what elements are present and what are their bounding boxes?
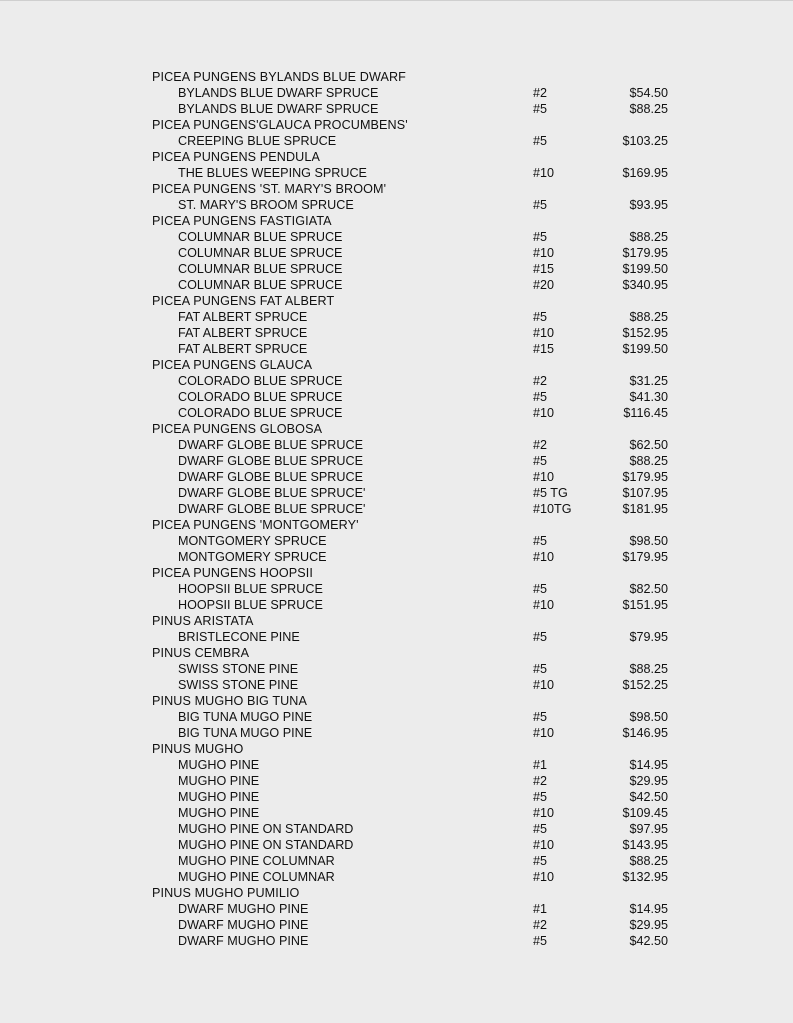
item-row xyxy=(152,325,672,341)
item-size: #5 xyxy=(533,310,548,324)
item-row xyxy=(152,453,672,469)
item-row xyxy=(152,837,672,853)
group-header: PICEA PUNGENS 'MONTGOMERY' xyxy=(152,518,359,532)
item-price: $41.30 xyxy=(629,390,668,404)
plant-group xyxy=(152,421,672,517)
item-price: $88.25 xyxy=(629,662,668,676)
item-size: #10 xyxy=(533,838,555,852)
item-size: #2 xyxy=(533,438,548,452)
group-header: PICEA PUNGENS BYLANDS BLUE DWARF xyxy=(152,70,406,84)
item-row xyxy=(152,309,672,325)
item-price: $88.25 xyxy=(629,102,668,116)
item-name: DWARF GLOBE BLUE SPRUCE xyxy=(178,470,363,484)
item-name: BIG TUNA MUGO PINE xyxy=(178,726,313,740)
item-size: #5 xyxy=(533,198,548,212)
item-size: #10 xyxy=(533,806,555,820)
item-price: $88.25 xyxy=(629,854,668,868)
group-header: PINUS MUGHO PUMILIO xyxy=(152,886,300,900)
group-header: PINUS MUGHO BIG TUNA xyxy=(152,694,308,708)
item-row xyxy=(152,581,672,597)
item-row xyxy=(152,373,672,389)
item-size: #10 xyxy=(533,246,555,260)
item-price: $181.95 xyxy=(622,502,668,516)
item-row xyxy=(152,405,672,421)
item-price: $151.95 xyxy=(622,598,668,612)
item-price: $54.50 xyxy=(629,86,668,100)
plant-group xyxy=(152,741,672,885)
group-header: PICEA PUNGENS FASTIGIATA xyxy=(152,214,332,228)
item-name: FAT ALBERT SPRUCE xyxy=(178,326,308,340)
group-header: PICEA PUNGENS'GLAUCA PROCUMBENS' xyxy=(152,118,408,132)
item-row xyxy=(152,709,672,725)
item-row xyxy=(152,725,672,741)
item-name: MUGHO PINE COLUMNAR xyxy=(178,870,335,884)
item-name: SWISS STONE PINE xyxy=(178,662,299,676)
item-size: #5 xyxy=(533,822,548,836)
item-name: COLORADO BLUE SPRUCE xyxy=(178,374,343,388)
item-size: #10TG xyxy=(533,502,572,516)
item-name: DWARF GLOBE BLUE SPRUCE xyxy=(178,454,363,468)
item-price: $93.95 xyxy=(629,198,668,212)
item-size: #15 xyxy=(533,262,555,276)
item-row xyxy=(152,789,672,805)
item-name: COLUMNAR BLUE SPRUCE xyxy=(178,230,343,244)
item-name: MUGHO PINE ON STANDARD xyxy=(178,838,354,852)
item-size: #5 xyxy=(533,134,548,148)
item-price: $88.25 xyxy=(629,310,668,324)
item-price: $179.95 xyxy=(622,550,668,564)
item-size: #10 xyxy=(533,470,555,484)
item-price: $179.95 xyxy=(622,470,668,484)
item-size: #10 xyxy=(533,870,555,884)
item-price: $98.50 xyxy=(629,710,668,724)
item-size: #2 xyxy=(533,774,548,788)
group-header: PINUS CEMBRA xyxy=(152,646,250,660)
item-row xyxy=(152,549,672,565)
group-header: PICEA PUNGENS GLAUCA xyxy=(152,358,313,372)
item-row xyxy=(152,933,672,949)
item-name: COLUMNAR BLUE SPRUCE xyxy=(178,278,343,292)
group-header: PICEA PUNGENS PENDULA xyxy=(152,150,320,164)
item-row xyxy=(152,869,672,885)
item-row xyxy=(152,485,672,501)
item-row xyxy=(152,197,672,213)
item-row xyxy=(152,341,672,357)
item-price: $98.50 xyxy=(629,534,668,548)
price-list xyxy=(152,69,672,949)
item-size: #5 xyxy=(533,934,548,948)
item-row xyxy=(152,917,672,933)
item-price: $199.50 xyxy=(622,262,668,276)
item-size: #5 xyxy=(533,102,548,116)
item-size: #10 xyxy=(533,550,555,564)
item-name: DWARF GLOBE BLUE SPRUCE xyxy=(178,438,363,452)
item-price: $29.95 xyxy=(629,774,668,788)
item-name: BYLANDS BLUE DWARF SPRUCE xyxy=(178,102,379,116)
item-row xyxy=(152,853,672,869)
item-name: MUGHO PINE xyxy=(178,774,260,788)
item-price: $88.25 xyxy=(629,230,668,244)
plant-group xyxy=(152,181,672,213)
item-row xyxy=(152,85,672,101)
item-size: #10 xyxy=(533,406,555,420)
plant-group xyxy=(152,565,672,613)
item-row xyxy=(152,133,672,149)
plant-group xyxy=(152,693,672,741)
item-name: DWARF MUGHO PINE xyxy=(178,934,309,948)
item-price: $169.95 xyxy=(622,166,668,180)
item-size: #10 xyxy=(533,678,555,692)
item-price: $14.95 xyxy=(629,758,668,772)
item-size: #5 xyxy=(533,790,548,804)
item-price: $152.25 xyxy=(622,678,668,692)
item-name: BIG TUNA MUGO PINE xyxy=(178,710,313,724)
item-price: $340.95 xyxy=(622,278,668,292)
item-name: DWARF GLOBE BLUE SPRUCE' xyxy=(178,502,366,516)
item-price: $82.50 xyxy=(629,582,668,596)
item-row xyxy=(152,821,672,837)
item-price: $109.45 xyxy=(622,806,668,820)
item-row xyxy=(152,629,672,645)
item-name: MONTGOMERY SPRUCE xyxy=(178,550,327,564)
item-price: $42.50 xyxy=(629,934,668,948)
plant-group xyxy=(152,613,672,645)
item-name: DWARF MUGHO PINE xyxy=(178,918,309,932)
item-name: MUGHO PINE COLUMNAR xyxy=(178,854,335,868)
group-header: PINUS ARISTATA xyxy=(152,614,254,628)
group-header: PICEA PUNGENS GLOBOSA xyxy=(152,422,323,436)
item-size: #5 xyxy=(533,390,548,404)
item-name: CREEPING BLUE SPRUCE xyxy=(178,134,337,148)
item-size: #15 xyxy=(533,342,555,356)
item-size: #5 xyxy=(533,582,548,596)
plant-group xyxy=(152,645,672,693)
item-name: DWARF MUGHO PINE xyxy=(178,902,309,916)
item-size: #1 xyxy=(533,758,548,772)
item-size: #10 xyxy=(533,598,555,612)
item-size: #5 xyxy=(533,230,548,244)
item-price: $42.50 xyxy=(629,790,668,804)
item-row xyxy=(152,661,672,677)
item-name: ST. MARY'S BROOM SPRUCE xyxy=(178,198,354,212)
item-row xyxy=(152,773,672,789)
item-name: BRISTLECONE PINE xyxy=(178,630,300,644)
plant-group xyxy=(152,517,672,565)
item-size: #10 xyxy=(533,726,555,740)
item-size: #5 TG xyxy=(533,486,568,500)
item-size: #5 xyxy=(533,534,548,548)
group-header: PICEA PUNGENS FAT ALBERT xyxy=(152,294,335,308)
item-row xyxy=(152,901,672,917)
item-size: #5 xyxy=(533,662,548,676)
group-header: PICEA PUNGENS 'ST. MARY'S BROOM' xyxy=(152,182,387,196)
item-row xyxy=(152,469,672,485)
item-price: $179.95 xyxy=(622,246,668,260)
group-header: PINUS MUGHO xyxy=(152,742,244,756)
item-price: $62.50 xyxy=(629,438,668,452)
item-row xyxy=(152,229,672,245)
plant-group xyxy=(152,117,672,149)
plant-group xyxy=(152,69,672,117)
item-price: $103.25 xyxy=(622,134,668,148)
item-name: MONTGOMERY SPRUCE xyxy=(178,534,327,548)
item-name: HOOPSII BLUE SPRUCE xyxy=(178,582,323,596)
item-row xyxy=(152,101,672,117)
item-name: FAT ALBERT SPRUCE xyxy=(178,342,308,356)
item-name: MUGHO PINE ON STANDARD xyxy=(178,822,354,836)
item-row xyxy=(152,389,672,405)
item-name: BYLANDS BLUE DWARF SPRUCE xyxy=(178,86,379,100)
item-price: $29.95 xyxy=(629,918,668,932)
item-row xyxy=(152,677,672,693)
item-row xyxy=(152,245,672,261)
item-size: #2 xyxy=(533,918,548,932)
item-name: DWARF GLOBE BLUE SPRUCE' xyxy=(178,486,366,500)
item-size: #5 xyxy=(533,710,548,724)
item-row xyxy=(152,501,672,517)
plant-group xyxy=(152,293,672,357)
item-price: $132.95 xyxy=(622,870,668,884)
group-header: PICEA PUNGENS HOOPSII xyxy=(152,566,313,580)
item-name: MUGHO PINE xyxy=(178,806,260,820)
item-row xyxy=(152,165,672,181)
plant-group xyxy=(152,357,672,421)
item-price: $79.95 xyxy=(629,630,668,644)
item-row xyxy=(152,533,672,549)
item-row xyxy=(152,437,672,453)
item-row xyxy=(152,261,672,277)
item-price: $143.95 xyxy=(622,838,668,852)
item-name: COLORADO BLUE SPRUCE xyxy=(178,390,343,404)
item-size: #5 xyxy=(533,454,548,468)
plant-group xyxy=(152,885,672,949)
item-price: $146.95 xyxy=(622,726,668,740)
item-size: #10 xyxy=(533,166,555,180)
item-price: $199.50 xyxy=(622,342,668,356)
item-name: MUGHO PINE xyxy=(178,790,260,804)
item-size: #5 xyxy=(533,630,548,644)
item-price: $31.25 xyxy=(629,374,668,388)
item-size: #1 xyxy=(533,902,548,916)
page-top-border xyxy=(0,0,793,1)
plant-group xyxy=(152,213,672,293)
item-row xyxy=(152,597,672,613)
item-price: $88.25 xyxy=(629,454,668,468)
item-size: #2 xyxy=(533,374,548,388)
item-size: #5 xyxy=(533,854,548,868)
item-price: $152.95 xyxy=(622,326,668,340)
item-size: #10 xyxy=(533,326,555,340)
item-name: COLUMNAR BLUE SPRUCE xyxy=(178,246,343,260)
item-name: HOOPSII BLUE SPRUCE xyxy=(178,598,323,612)
item-name: FAT ALBERT SPRUCE xyxy=(178,310,308,324)
item-row xyxy=(152,805,672,821)
item-size: #2 xyxy=(533,86,548,100)
item-row xyxy=(152,277,672,293)
item-price: $14.95 xyxy=(629,902,668,916)
item-row xyxy=(152,757,672,773)
item-price: $116.45 xyxy=(623,406,668,420)
item-price: $97.95 xyxy=(629,822,668,836)
item-size: #20 xyxy=(533,278,555,292)
item-name: MUGHO PINE xyxy=(178,758,260,772)
plant-group xyxy=(152,149,672,181)
item-name: THE BLUES WEEPING SPRUCE xyxy=(178,166,367,180)
item-name: SWISS STONE PINE xyxy=(178,678,299,692)
item-name: COLORADO BLUE SPRUCE xyxy=(178,406,343,420)
item-name: COLUMNAR BLUE SPRUCE xyxy=(178,262,343,276)
item-price: $107.95 xyxy=(622,486,668,500)
